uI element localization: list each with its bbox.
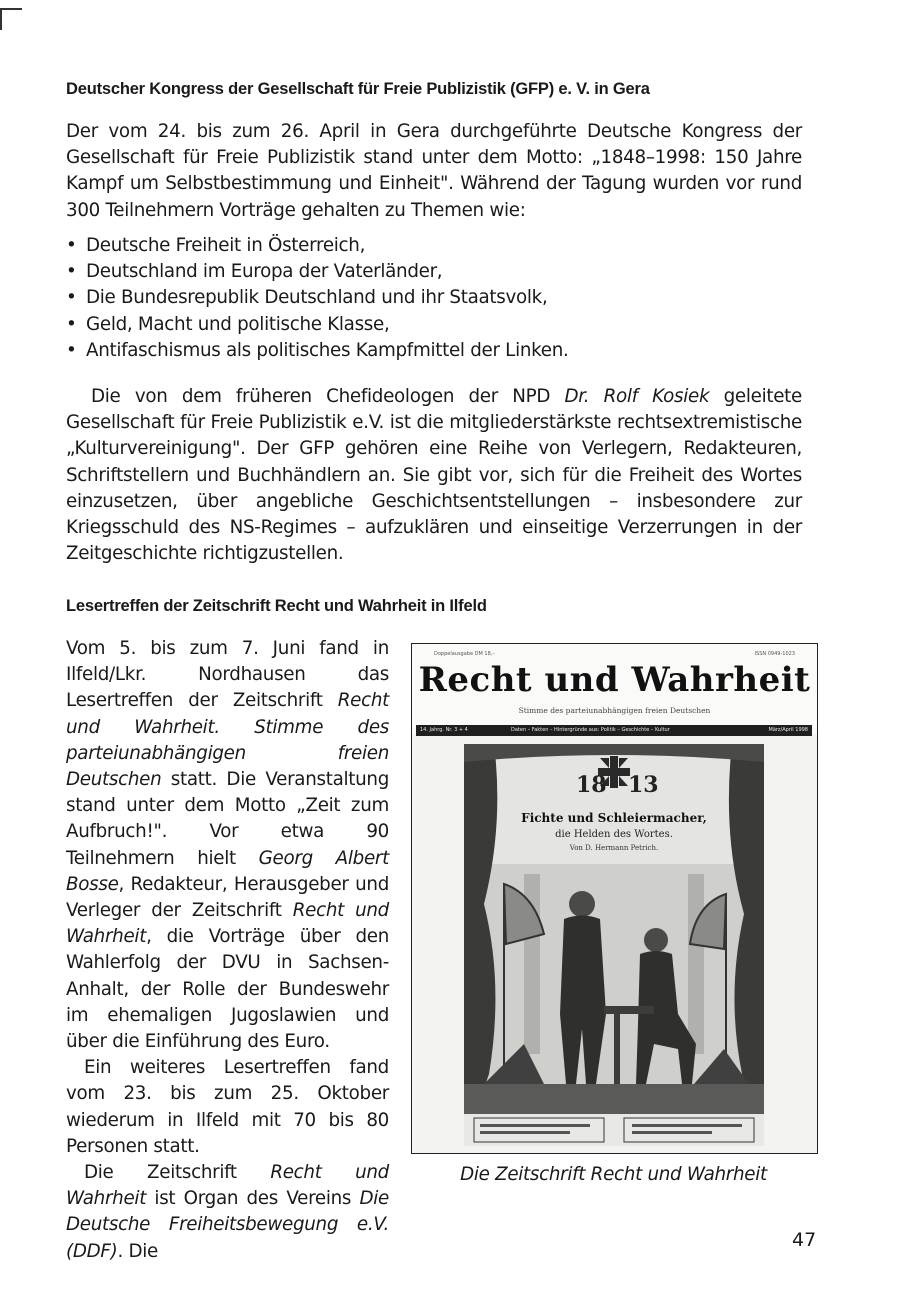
figure-caption: Die Zeitschrift Recht und Wahrheit (460, 1164, 767, 1185)
text-span: Die Zeitschrift (84, 1162, 271, 1184)
text-span: . Die (117, 1240, 158, 1262)
text-span: Die von dem früheren Chefideologen der NPD (91, 386, 565, 407)
text-span: statt. Die Veranstaltung stand unter dem Motto „Zeit zum Aufbruch!". Vor etwa 90 Teilnehmern hielt (66, 769, 389, 869)
text-span: , Redakteur, Herausgeber und Verleger der Zeitschrift (66, 873, 389, 922)
paragraph-meeting-october: Ein weiteres Lesertreffen fand vom 23. bis zum 25. Oktober wiederum in Ilfeld mit 70 bis 80 Personen statt. (66, 1057, 389, 1157)
magazine-cover-image (411, 643, 818, 1154)
cover-price: Doppelausgabe DM 18,– (434, 651, 495, 657)
crop-mark-vertical (0, 8, 2, 30)
list-item: • Deutschland im Europa der Vaterländer, (62, 259, 782, 285)
paragraph-congress-intro: Der vom 24. bis zum 26. April in Gera durchgeführte Deutsche Kongress der Gesellschaft für Freie Publizistik stand unter dem Motto: „1848–1998: 150 Jahre Kampf um Selbstbestimmung und Einheit". Während der Tagung wurden vor rund 300 Teilnehmern Vorträge gehalten zu Themen wie: (66, 121, 802, 221)
list-item: • Antifaschismus als politisches Kampfmittel der Linken. (62, 338, 782, 364)
list-item: • Geld, Macht und politische Klasse, (62, 312, 782, 338)
section-heading-reader-meeting: Lesertreffen der Zeitschrift Recht und Wahrheit in Ilfeld (66, 597, 487, 615)
cover-illustration (464, 744, 764, 1146)
text-span: Vom 5. bis zum 7. Juni fand in Ilfeld/Lkr. Nordhausen das Lesertreffen der Zeitschrift (66, 638, 389, 712)
text-span: geleitete Gesellschaft für Freie Publizistik e.V. ist die mitgliederstärkste rechtsextremistische „Kulturvereinigung". Der GFP gehören eine Reihe von Verlegern, Redakteuren, Schriftstellern und Buchhändlern an. Sie gibt vor, sich für die Freiheit des Wortes einzusetzen, über angebliche Geschichtsentstellungen – insbesondere zur Kriegsschuld des NS-Regimes – aufzuklären und einseitige Verzerrungen in der Zeitgeschichte richtigzustellen. (66, 386, 802, 565)
person-name: Georg Albert Bosse (66, 847, 389, 895)
magazine-title: Recht und Wahrheit (66, 900, 389, 948)
cover-masthead: Recht und Wahrheit (418, 660, 811, 700)
cover-year-left: 18 (576, 772, 607, 798)
person-name: Dr. Rolf Kosiek (564, 386, 710, 407)
cover-issn: ISSN 0949-1023 (754, 651, 795, 657)
text-span: ist Organ des Vereins (146, 1188, 360, 1210)
cover-subtitle: Stimme des parteiunabhängigen freien Deutschen (518, 706, 711, 715)
cover-date: März/April 1998 (768, 727, 808, 733)
magazine-title: Recht und Wahrheit. Stimme des parteiunabhängigen freien Deutschen (66, 690, 389, 791)
topic-list (62, 233, 782, 364)
organization-name: Die Deutsche Freiheitsbewegung e.V. (DDF) (66, 1188, 389, 1262)
cover-topics: Daten – Fakten – Hintergründe aus: Politik – Geschichte – Kultur (511, 727, 670, 733)
text-span: , die Vorträge über den Wahlerfolg der DVU in Sachsen-Anhalt, der Rolle der Bundeswehr im ehemaligen Jugoslawien und über die Einführung des Euro. (66, 926, 389, 1053)
cover-book-title: Fichte und Schleiermacher, (521, 811, 707, 825)
paragraph-magazine-organ (66, 1160, 389, 1265)
paragraph-meeting-june (66, 636, 389, 1055)
magazine-title: Recht und Wahrheit (66, 1162, 389, 1210)
cover-year-right: 13 (628, 772, 659, 798)
list-item: • Die Bundesrepublik Deutschland und ihr Staatsvolk, (62, 285, 782, 311)
page-number: 47 (792, 1229, 817, 1251)
cover-info-band (416, 725, 812, 736)
list-item: • Deutsche Freiheit in Österreich, (62, 233, 782, 259)
cover-book-author: Von D. Hermann Petrich. (569, 844, 659, 852)
crop-mark-horizontal (0, 8, 22, 10)
reader-meeting-column (66, 636, 389, 1265)
cover-issue: 14. Jahrg. Nr. 3 + 4 (420, 727, 468, 733)
cover-book-subtitle: die Helden des Wortes. (555, 829, 673, 840)
section-heading-gfp-congress: Deutscher Kongress der Gesellschaft für Freie Publizistik (GFP) e. V. in Gera (66, 80, 650, 98)
paragraph-gfp-description (66, 384, 802, 567)
cover-masthead-area (412, 644, 817, 734)
